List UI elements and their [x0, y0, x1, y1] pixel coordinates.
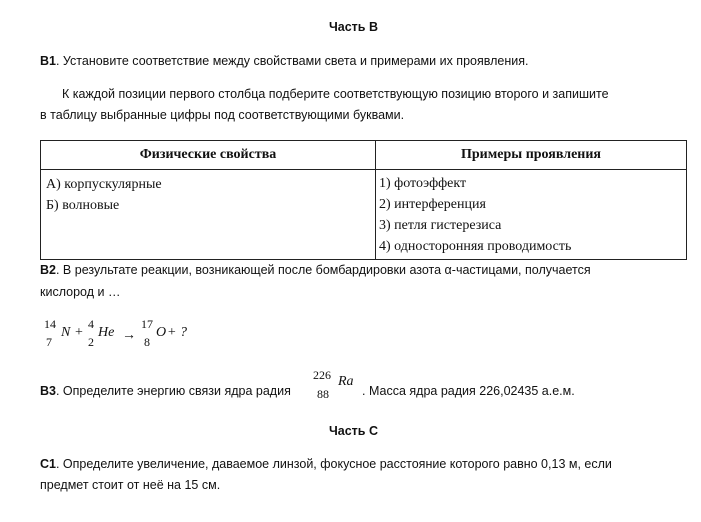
question-b3-text-after: . Масса ядра радия 226,02435 а.е.м. [362, 384, 575, 398]
helium-charge-number: 2 [88, 335, 94, 349]
question-c1-text-line1: . Определите увеличение, даваемое линзой, фокусное расстояние которого равно 0,13 м, если [55, 457, 612, 471]
helium-mass-number: 4 [88, 317, 94, 331]
question-b3 [40, 384, 291, 398]
oxygen-symbol: O [156, 325, 167, 340]
question-b2-text-line2: кислород и … [40, 285, 121, 299]
question-b1 [40, 54, 528, 68]
part-c-title: Часть С [329, 424, 378, 438]
question-b1-number: В1 [40, 54, 56, 68]
oxygen-mass-number: 17 [141, 317, 153, 331]
question-c1-number: С1 [40, 457, 56, 471]
question-b2-text-line1: . В результате реакции, возникающей после бомбардировки азота α-частицами, получается [55, 263, 591, 277]
matching-table-header-left: Физические свойства [41, 141, 376, 170]
property-item-a: А) корпускулярные [46, 177, 162, 192]
matching-table-right-cell [376, 170, 687, 260]
example-item-1: 1) фотоэффект [379, 176, 467, 191]
matching-table-left-cell [41, 170, 376, 260]
plus-sign-1: + [75, 325, 83, 340]
part-b-title: Часть В [329, 20, 378, 34]
example-item-3: 3) петля гистерезиса [379, 218, 502, 233]
question-b1-text: . Установите соответствие между свойствами света и примерами их проявления. [55, 54, 529, 68]
radium-charge-number: 88 [317, 387, 329, 401]
question-b1-instruction-line1: К каждой позиции первого столбца подберите соответствующую позицию второго и запишите [62, 87, 609, 101]
reaction-arrow: → [122, 328, 136, 343]
property-item-b: Б) волновые [46, 198, 120, 213]
matching-table-header-right: Примеры проявления [376, 141, 687, 170]
unknown-product: + ? [167, 325, 187, 340]
radium-mass-number: 226 [313, 368, 331, 382]
question-b3-number: В3 [40, 384, 56, 398]
question-b1-instruction-line2: в таблицу выбранные цифры под соответствующими буквами. [40, 108, 405, 122]
question-b3-text: . Определите энергию связи ядра радия [55, 384, 291, 398]
helium-symbol: He [98, 325, 115, 340]
matching-table [40, 140, 687, 260]
question-b2-number: В2 [40, 263, 56, 277]
question-c1-text-line2: предмет стоит от неё на 15 см. [40, 478, 221, 492]
nitrogen-charge-number: 7 [46, 335, 52, 349]
matching-table-header-row [41, 141, 687, 170]
question-b2 [40, 263, 591, 277]
example-item-4: 4) односторонняя проводимость [379, 239, 572, 254]
nitrogen-mass-number: 14 [44, 317, 56, 331]
nitrogen-symbol: N [61, 325, 71, 340]
example-item-2: 2) интерференция [379, 197, 486, 212]
matching-table-body-row [41, 170, 687, 260]
radium-symbol: Ra [338, 374, 354, 389]
oxygen-charge-number: 8 [144, 335, 150, 349]
question-c1 [40, 457, 612, 471]
